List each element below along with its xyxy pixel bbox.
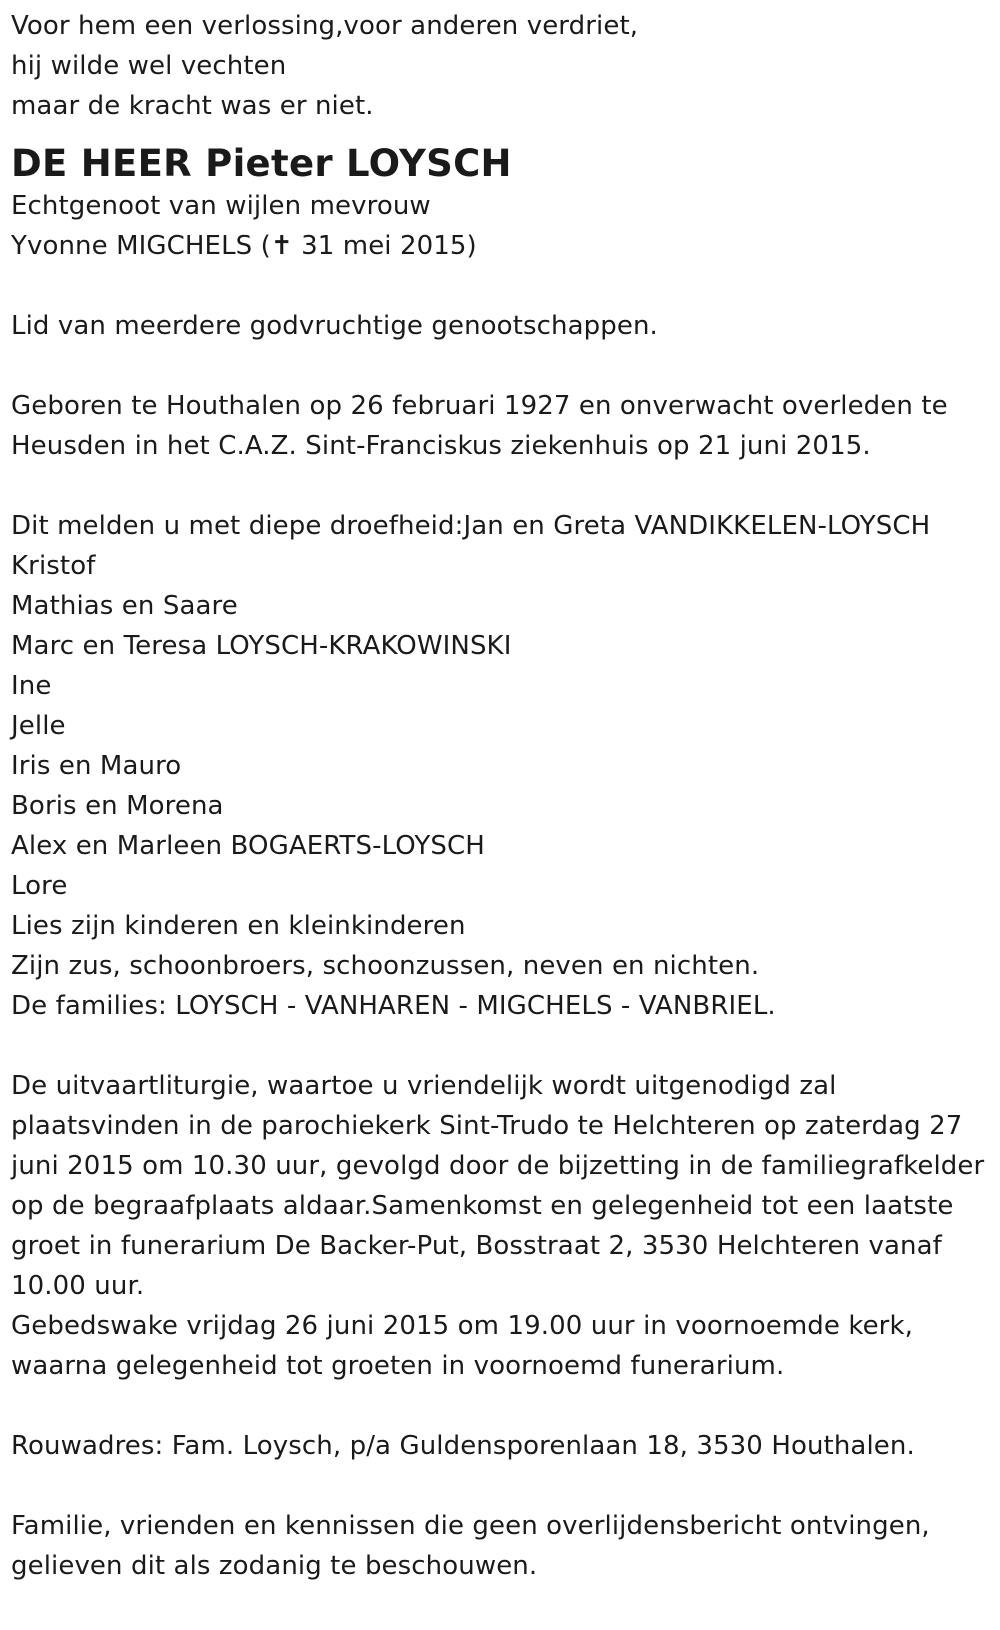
mourners-list xyxy=(11,506,1000,1026)
funeral-line: 10.00 uur. xyxy=(11,1271,145,1301)
closing-line: Familie, vrienden en kennissen die geen overlijdensbericht ontvingen, xyxy=(11,1511,930,1541)
mourner-line: Boris en Morena xyxy=(11,791,224,821)
mourner-line: De families: LOYSCH - VANHAREN - MIGCHELS - VANBRIEL. xyxy=(11,991,776,1021)
funeral-line: groet in funerarium De Backer-Put, Bosstraat 2, 3530 Helchteren vanaf xyxy=(11,1231,942,1261)
mourning-address: Rouwadres: Fam. Loysch, p/a Guldensporenlaan 18, 3530 Houthalen. xyxy=(11,1431,915,1461)
mourner-line: Alex en Marleen BOGAERTS-LOYSCH xyxy=(11,831,485,861)
deceased-name: DE HEER Pieter LOYSCH xyxy=(11,142,512,185)
poem-line: hij wilde wel vechten xyxy=(11,51,287,81)
funeral-line: plaatsvinden in de parochiekerk Sint-Trudo te Helchteren op zaterdag 27 xyxy=(11,1111,963,1141)
birth-death-line: Heusden in het C.A.Z. Sint-Franciskus ziekenhuis op 21 juni 2015. xyxy=(11,431,871,461)
spouse-line: Yvonne MIGCHELS (✝ 31 mei 2015) xyxy=(11,231,477,261)
funeral-line: De uitvaartliturgie, waartoe u vriendelijk wordt uitgenodigd zal xyxy=(11,1071,837,1101)
closing-note xyxy=(11,1506,1000,1586)
mourner-line: Marc en Teresa LOYSCH-KRAKOWINSKI xyxy=(11,631,512,661)
poem-line: Voor hem een verlossing,voor anderen verdriet, xyxy=(11,11,639,41)
spouse-line: Echtgenoot van wijlen mevrouw xyxy=(11,191,431,221)
mourner-line: Dit melden u met diepe droefheid:Jan en Greta VANDIKKELEN-LOYSCH xyxy=(11,511,931,541)
mourner-line: Lies zijn kinderen en kleinkinderen xyxy=(11,911,466,941)
mourner-line: Kristof xyxy=(11,551,96,581)
funeral-line: Gebedswake vrijdag 26 juni 2015 om 19.00 uur in voornoemde kerk, xyxy=(11,1311,913,1341)
funeral-info xyxy=(11,1066,1000,1386)
funeral-line: juni 2015 om 10.30 uur, gevolgd door de bijzetting in de familiegrafkelder xyxy=(11,1151,985,1181)
funeral-line: waarna gelegenheid tot groeten in voornoemd funerarium. xyxy=(11,1351,785,1381)
birth-death-info xyxy=(11,386,1000,466)
mourner-line: Ine xyxy=(11,671,52,701)
closing-line: gelieven dit als zodanig te beschouwen. xyxy=(11,1551,538,1581)
mourner-line: Zijn zus, schoonbroers, schoonzussen, neven en nichten. xyxy=(11,951,760,981)
funeral-line: op de begraafplaats aldaar.Samenkomst en gelegenheid tot een laatste xyxy=(11,1191,954,1221)
mourner-line: Jelle xyxy=(11,711,66,741)
mourner-line: Iris en Mauro xyxy=(11,751,182,781)
mourner-line: Mathias en Saare xyxy=(11,591,238,621)
mourner-line: Lore xyxy=(11,871,68,901)
birth-death-line: Geboren te Houthalen op 26 februari 1927 en onverwacht overleden te xyxy=(11,391,948,421)
spouse-info xyxy=(11,186,1000,266)
poem xyxy=(11,6,1000,126)
membership: Lid van meerdere godvruchtige genootschappen. xyxy=(11,311,658,341)
poem-line: maar de kracht was er niet. xyxy=(11,91,374,121)
